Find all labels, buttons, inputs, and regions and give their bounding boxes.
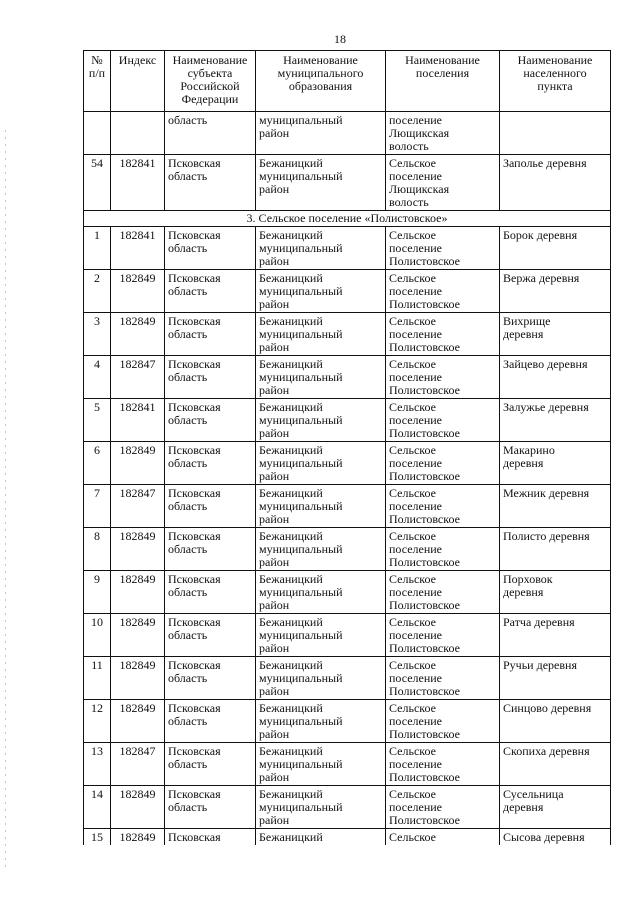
- table-row: [84, 657, 611, 700]
- cell-locality: Ручьи деревня: [500, 657, 611, 700]
- table-row: [84, 313, 611, 356]
- cell-num: [84, 112, 111, 155]
- table-header-row: [84, 51, 611, 112]
- cell-subject: Псковская область: [165, 227, 256, 270]
- cell-municipal: Бежаницкий муниципальный район: [256, 614, 386, 657]
- cell-subject: Псковская область: [165, 356, 256, 399]
- cell-index: 182847: [111, 743, 165, 786]
- cell-locality: Вихрище деревня: [500, 313, 611, 356]
- table-row-partial: [84, 829, 611, 846]
- cell-subject: область: [165, 112, 256, 155]
- cell-settlement: Сельское поселение Полистовское: [386, 227, 500, 270]
- cell-locality: Межник деревня: [500, 485, 611, 528]
- cell-municipal: Бежаницкий муниципальный район: [256, 743, 386, 786]
- cell-settlement: Сельское поселение Полистовское: [386, 571, 500, 614]
- cell-municipal: Бежаницкий муниципальный район: [256, 657, 386, 700]
- scan-edge-artifact: [5, 130, 6, 870]
- cell-municipal: Бежаницкий муниципальный район: [256, 700, 386, 743]
- cell-num: 5: [84, 399, 111, 442]
- cell-settlement: Сельское поселение Лющикская волость: [386, 155, 500, 211]
- cell-municipal: Бежаницкий муниципальный район: [256, 485, 386, 528]
- cell-index: 182849: [111, 528, 165, 571]
- cell-num: 13: [84, 743, 111, 786]
- cell-index: 182849: [111, 829, 165, 846]
- cell-index: [111, 112, 165, 155]
- cell-municipal: Бежаницкий муниципальный район: [256, 571, 386, 614]
- cell-municipal: Бежаницкий муниципальный район: [256, 786, 386, 829]
- table-row: [84, 485, 611, 528]
- section-title: 3. Сельское поселение «Полистовское»: [84, 211, 611, 227]
- header-municipal: Наименование муниципального образования: [256, 51, 386, 112]
- cell-index: 182847: [111, 485, 165, 528]
- table-row: [84, 442, 611, 485]
- cell-municipal: Бежаницкий муниципальный район: [256, 442, 386, 485]
- cell-num: 15: [84, 829, 111, 846]
- cell-index: 182841: [111, 155, 165, 211]
- cell-municipal: Бежаницкий муниципальный район: [256, 399, 386, 442]
- cell-index: 182841: [111, 227, 165, 270]
- continuation-row: [84, 112, 611, 155]
- cell-subject: Псковская область: [165, 155, 256, 211]
- cell-locality: Заполье деревня: [500, 155, 611, 211]
- cell-subject: Псковская область: [165, 571, 256, 614]
- table-row: [84, 614, 611, 657]
- cell-settlement: Сельское поселение Полистовское: [386, 528, 500, 571]
- cell-subject: Псковская область: [165, 786, 256, 829]
- table-row: [84, 155, 611, 211]
- cell-subject: Псковская область: [165, 399, 256, 442]
- cell-subject: Псковская область: [165, 614, 256, 657]
- cell-subject: Псковская область: [165, 313, 256, 356]
- cell-index: 182849: [111, 786, 165, 829]
- cell-municipal: Бежаницкий муниципальный район: [256, 227, 386, 270]
- table-row: [84, 270, 611, 313]
- cell-municipal: Бежаницкий муниципальный район: [256, 155, 386, 211]
- cell-locality: Сысова деревня: [500, 829, 611, 846]
- cell-settlement: Сельское поселение Полистовское: [386, 399, 500, 442]
- cell-index: 182849: [111, 442, 165, 485]
- cell-index: 182849: [111, 614, 165, 657]
- table-row: [84, 700, 611, 743]
- cell-settlement: Сельское поселение Полистовское: [386, 485, 500, 528]
- cell-municipal: Бежаницкий муниципальный район: [256, 313, 386, 356]
- header-subject: Наименование субъекта Российской Федерации: [165, 51, 256, 112]
- cell-municipal: Бежаницкий муниципальный район: [256, 356, 386, 399]
- cell-subject: Псковская область: [165, 528, 256, 571]
- cell-locality: Синцово деревня: [500, 700, 611, 743]
- cell-index: 182849: [111, 657, 165, 700]
- header-index: Индекс: [111, 51, 165, 112]
- cell-locality: Вержа деревня: [500, 270, 611, 313]
- cell-municipal: муниципальный район: [256, 112, 386, 155]
- cell-num: 11: [84, 657, 111, 700]
- cell-settlement: Сельское поселение Полистовское: [386, 356, 500, 399]
- table-row: [84, 399, 611, 442]
- table-row: [84, 528, 611, 571]
- cell-settlement: Сельское поселение Полистовское: [386, 786, 500, 829]
- cell-index: 182847: [111, 356, 165, 399]
- table-row: [84, 571, 611, 614]
- cell-settlement: Сельское поселение Полистовское: [386, 442, 500, 485]
- cell-index: 182849: [111, 571, 165, 614]
- cell-subject: Псковская область: [165, 657, 256, 700]
- cell-municipal: Бежаницкий муниципальный район: [256, 270, 386, 313]
- page-number: 18: [334, 32, 346, 46]
- cell-locality: [500, 112, 611, 155]
- cell-num: 54: [84, 155, 111, 211]
- cell-num: 2: [84, 270, 111, 313]
- cell-num: 10: [84, 614, 111, 657]
- header-num: № п/п: [84, 51, 111, 112]
- cell-locality: Ратча деревня: [500, 614, 611, 657]
- cell-locality: Борок деревня: [500, 227, 611, 270]
- cell-settlement: Сельское поселение Полистовское: [386, 614, 500, 657]
- cell-num: 12: [84, 700, 111, 743]
- cell-settlement: Сельское поселение Полистовское: [386, 700, 500, 743]
- cell-num: 8: [84, 528, 111, 571]
- cell-num: 4: [84, 356, 111, 399]
- cell-locality: Скопиха деревня: [500, 743, 611, 786]
- cell-subject: Псковская область: [165, 700, 256, 743]
- cell-settlement: Сельское поселение Полистовское: [386, 657, 500, 700]
- cell-locality: Зайцево деревня: [500, 356, 611, 399]
- cell-index: 182849: [111, 313, 165, 356]
- cell-index: 182849: [111, 270, 165, 313]
- cell-num: 6: [84, 442, 111, 485]
- header-settlement: Наименование поселения: [386, 51, 500, 112]
- table-row: [84, 356, 611, 399]
- cell-locality: Порховок деревня: [500, 571, 611, 614]
- cell-num: 3: [84, 313, 111, 356]
- cell-subject: Псковская область: [165, 743, 256, 786]
- section-row: [84, 211, 611, 227]
- cell-settlement: Сельское поселение Полистовское: [386, 270, 500, 313]
- table-row: [84, 743, 611, 786]
- cell-num: 14: [84, 786, 111, 829]
- cell-num: 7: [84, 485, 111, 528]
- cell-locality: Залужье деревня: [500, 399, 611, 442]
- cell-subject: Псковская область: [165, 270, 256, 313]
- cell-index: 182841: [111, 399, 165, 442]
- cell-subject: Псковская область: [165, 485, 256, 528]
- cell-locality: Макарино деревня: [500, 442, 611, 485]
- localities-table: [83, 50, 611, 845]
- cell-subject: Псковская область: [165, 442, 256, 485]
- header-locality: Наименование населенного пункта: [500, 51, 611, 112]
- cell-municipal: Бежаницкий муниципальный район: [256, 528, 386, 571]
- cell-num: 1: [84, 227, 111, 270]
- table-row: [84, 227, 611, 270]
- cell-settlement: Сельское поселение Полистовское: [386, 743, 500, 786]
- cell-settlement: Сельское: [386, 829, 500, 846]
- cell-municipal: Бежаницкий: [256, 829, 386, 846]
- cell-subject: Псковская: [165, 829, 256, 846]
- cell-settlement: Сельское поселение Полистовское: [386, 313, 500, 356]
- table-row: [84, 786, 611, 829]
- cell-locality: Полисто деревня: [500, 528, 611, 571]
- cell-settlement: поселение Лющикская волость: [386, 112, 500, 155]
- cell-locality: Сусельница деревня: [500, 786, 611, 829]
- cell-index: 182849: [111, 700, 165, 743]
- cell-num: 9: [84, 571, 111, 614]
